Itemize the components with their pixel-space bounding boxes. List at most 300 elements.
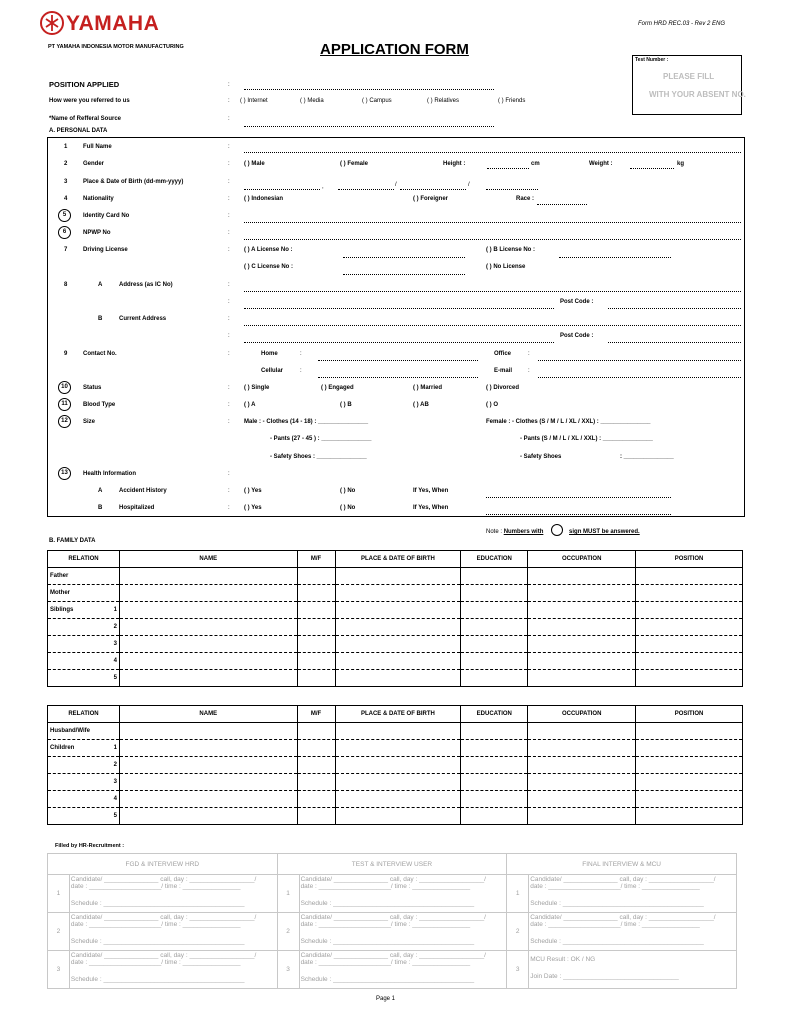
cellular-field[interactable] (318, 377, 478, 378)
hr-col-fgd: FGD & INTERVIEW HRD (48, 854, 278, 875)
hr-row-number: 1 (48, 875, 70, 913)
mf-cell[interactable] (297, 723, 335, 740)
colon: : (228, 488, 230, 494)
status-single-option[interactable]: ( ) Single (244, 385, 270, 391)
row-index: 1 (113, 745, 117, 751)
name-cell[interactable] (119, 740, 297, 757)
slash: / (468, 182, 470, 188)
education-cell[interactable] (461, 774, 528, 791)
position-cell[interactable] (636, 602, 743, 619)
position-cell[interactable] (636, 808, 743, 825)
slash: / (395, 182, 397, 188)
height-field[interactable] (487, 168, 529, 169)
position-cell[interactable] (636, 653, 743, 670)
colon: : (228, 299, 230, 305)
page-number: Page 1 (376, 996, 396, 1002)
date-line: date : ____________________/ time : ________________ (530, 883, 700, 890)
table-row (48, 585, 743, 602)
ref-friends[interactable]: ( ) Friends (498, 98, 526, 104)
occupation-cell[interactable] (528, 602, 636, 619)
nationality-indonesian-option[interactable]: ( ) Indonesian (244, 196, 283, 202)
hr-col-final: FINAL INTERVIEW & MCU (507, 854, 737, 875)
mf-cell[interactable] (297, 791, 335, 808)
col-position: POSITION (636, 706, 743, 723)
address-ic-field-1[interactable] (244, 291, 741, 292)
table-row (48, 757, 743, 774)
position-applied-label: POSITION APPLIED (49, 80, 120, 89)
hr-cell[interactable] (69, 951, 277, 989)
hospitalized-no-option[interactable]: ( ) No (340, 505, 356, 511)
hr-row-number: 3 (48, 951, 70, 989)
name-cell[interactable] (119, 774, 297, 791)
colon: : (228, 116, 230, 122)
female-clothes-size[interactable]: Female : - Clothes (S / M / L / XL / XXL) : _______________ (486, 419, 651, 425)
colon: : (300, 368, 302, 374)
position-cell[interactable] (636, 740, 743, 757)
weight-field[interactable] (630, 168, 674, 169)
ref-relatives[interactable]: ( ) Relatives (427, 98, 460, 104)
address-ic-field-2[interactable] (244, 308, 554, 309)
row-number: 7 (64, 247, 68, 253)
race-field[interactable] (537, 204, 587, 205)
hr-cell[interactable] (69, 913, 277, 951)
candidate-line: Candidate/ _______________ call, day : __________________/ (300, 914, 486, 921)
sub-a: A (98, 282, 103, 288)
blood-a-option[interactable]: ( ) A (244, 402, 256, 408)
candidate-line: Candidate/ _______________ call, day : __________________/ (300, 876, 486, 883)
candidate-line: Candidate/ _______________ call, day : __________________/ (70, 876, 257, 883)
identity-card-label: Identity Card No (83, 213, 130, 219)
name-cell[interactable] (119, 619, 297, 636)
sub-a: A (98, 488, 103, 494)
sub-b: B (98, 505, 103, 511)
hr-cell[interactable] (529, 951, 737, 989)
current-address-label: Current Address (119, 316, 167, 322)
birth-cell[interactable] (335, 585, 461, 602)
size-label: Size (83, 419, 96, 425)
relation-cell (48, 653, 120, 670)
date-line: date : ____________________/ time : ________________ (300, 959, 471, 966)
colon: : (228, 385, 230, 391)
occupation-cell[interactable] (528, 653, 636, 670)
hr-row-number: 3 (507, 951, 529, 989)
license-b-option[interactable]: ( ) B License No : (486, 247, 536, 253)
col-gender: M/F (297, 551, 335, 568)
hr-col-test: TEST & INTERVIEW USER (277, 854, 507, 875)
name-cell[interactable] (119, 808, 297, 825)
female-shoes-size[interactable]: : _______________ (620, 454, 674, 460)
height-label: Height : (443, 161, 466, 167)
health-label: Health Information (83, 471, 137, 477)
birth-cell[interactable] (335, 723, 461, 740)
section-b-title: B. FAMILY DATA (49, 538, 96, 544)
schedule-line: Schedule : _______________________________________ (300, 976, 475, 983)
table-row (48, 808, 743, 825)
required-mark: 6 (58, 226, 71, 239)
post-code-label: Post Code : (560, 333, 594, 339)
schedule-line: Schedule : _______________________________________ (70, 938, 245, 945)
mf-cell[interactable] (297, 740, 335, 757)
hr-cell[interactable] (529, 875, 737, 913)
relation-cell (48, 740, 120, 757)
name-cell[interactable] (119, 568, 297, 585)
nationality-foreigner-option[interactable]: ( ) Foreigner (413, 196, 449, 202)
full-name-label: Full Name (83, 144, 112, 150)
status-engaged-option[interactable]: ( ) Engaged (321, 385, 354, 391)
birth-cell[interactable] (335, 670, 461, 687)
hr-row-number: 2 (277, 913, 299, 951)
occupation-cell[interactable] (528, 757, 636, 774)
mf-cell[interactable] (297, 636, 335, 653)
required-mark: 11 (58, 398, 71, 411)
colon: : (228, 351, 230, 357)
birth-cell[interactable] (335, 568, 461, 585)
birth-cell[interactable] (335, 602, 461, 619)
mf-cell[interactable] (297, 653, 335, 670)
gender-female-option[interactable]: ( ) Female (340, 161, 369, 167)
logo-wordmark: YAMAHA (66, 12, 160, 35)
colon: : (300, 351, 302, 357)
schedule-line: Schedule : _______________________________________ (300, 938, 475, 945)
candidate-line: Candidate/ _______________ call, day : __________________/ (530, 876, 716, 883)
education-cell[interactable] (461, 619, 528, 636)
blood-type-label: Blood Type (83, 402, 116, 408)
mf-cell[interactable] (297, 774, 335, 791)
date-line: date : ____________________/ time : ________________ (70, 921, 241, 928)
email-field[interactable] (538, 377, 741, 378)
relation-cell (48, 791, 120, 808)
relation-text: Father (50, 573, 69, 579)
education-cell[interactable] (461, 585, 528, 602)
mf-cell[interactable] (297, 670, 335, 687)
colon: : (528, 351, 530, 357)
cellular-label: Cellular (261, 368, 284, 374)
home-label: Home (261, 351, 278, 357)
current-address-field-2[interactable] (244, 342, 554, 343)
birth-place-field[interactable] (244, 189, 320, 190)
section-a-title: A. PERSONAL DATA (49, 128, 108, 134)
required-mark: 12 (58, 415, 71, 428)
referral-source-field[interactable] (244, 126, 494, 127)
test-number-label: Test Number : (635, 57, 669, 63)
colon: : (228, 179, 230, 185)
status-married-option[interactable]: ( ) Married (413, 385, 443, 391)
home-phone-field[interactable] (318, 360, 478, 361)
weight-label: Weight : (589, 161, 613, 167)
row-index: 5 (113, 813, 117, 819)
row-number: 2 (64, 161, 68, 167)
candidate-line: Candidate/ _______________ call, day : __________________/ (70, 952, 257, 959)
hospitalized-when-field[interactable] (486, 514, 671, 515)
blood-b-option[interactable]: ( ) B (340, 402, 352, 408)
colon: : (228, 213, 230, 219)
full-name-field[interactable] (244, 152, 741, 153)
relation-text: Mother (50, 590, 70, 596)
col-birth: PLACE & DATE OF BIRTH (335, 551, 461, 568)
colon: : (228, 402, 230, 408)
current-address-field-1[interactable] (244, 325, 741, 326)
license-c-field[interactable] (343, 274, 465, 275)
blood-ab-option[interactable]: ( ) AB (413, 402, 429, 408)
row-index: 3 (113, 779, 117, 785)
hr-row-number: 1 (507, 875, 529, 913)
form-code: Form HRD REC.03 - Rev 2 ENG (638, 21, 726, 27)
education-cell[interactable] (461, 740, 528, 757)
row-index: 2 (113, 762, 117, 768)
birth-cell[interactable] (335, 619, 461, 636)
education-cell[interactable] (461, 723, 528, 740)
name-cell[interactable] (119, 670, 297, 687)
hr-row (48, 951, 737, 989)
race-label: Race : (516, 196, 535, 202)
education-cell[interactable] (461, 636, 528, 653)
occupation-cell[interactable] (528, 740, 636, 757)
mf-cell[interactable] (297, 585, 335, 602)
accident-no-option[interactable]: ( ) No (340, 488, 356, 494)
occupation-cell[interactable] (528, 636, 636, 653)
gender-male-option[interactable]: ( ) Male (244, 161, 265, 167)
contact-label: Contact No. (83, 351, 117, 357)
tuning-fork-logo-icon (40, 11, 64, 35)
birth-year-field[interactable] (486, 189, 538, 190)
name-cell[interactable] (119, 602, 297, 619)
birth-cell[interactable] (335, 791, 461, 808)
colon: : (228, 282, 230, 288)
male-clothes-size[interactable]: Male : - Clothes (14 - 18) : _______________ (244, 419, 369, 425)
col-name: NAME (119, 706, 297, 723)
occupation-cell[interactable] (528, 619, 636, 636)
position-cell[interactable] (636, 670, 743, 687)
license-a-field[interactable] (343, 257, 465, 258)
post-code-field[interactable] (608, 342, 741, 343)
office-label: Office (494, 351, 512, 357)
required-mark: 13 (58, 467, 71, 480)
occupation-cell[interactable] (528, 670, 636, 687)
education-cell[interactable] (461, 568, 528, 585)
col-occupation: OCCUPATION (528, 551, 636, 568)
name-cell[interactable] (119, 636, 297, 653)
ref-campus[interactable]: ( ) Campus (362, 98, 392, 104)
no-license-option[interactable]: ( ) No License (486, 264, 526, 270)
row-index: 4 (113, 658, 117, 664)
relation-cell (48, 602, 120, 619)
position-applied-field[interactable] (244, 89, 494, 90)
education-cell[interactable] (461, 653, 528, 670)
male-pants-size[interactable]: - Pants (27 - 45 ) : _______________ (270, 436, 372, 442)
name-cell[interactable] (119, 757, 297, 774)
birth-cell[interactable] (335, 808, 461, 825)
hr-cell[interactable] (299, 913, 507, 951)
mf-cell[interactable] (297, 808, 335, 825)
name-cell[interactable] (119, 791, 297, 808)
occupation-cell[interactable] (528, 774, 636, 791)
occupation-cell[interactable] (528, 585, 636, 602)
post-code-field[interactable] (608, 308, 741, 309)
schedule-line: Schedule : _______________________________________ (70, 900, 245, 907)
family-rows-2 (48, 723, 743, 825)
birth-cell[interactable] (335, 653, 461, 670)
relation-cell (48, 723, 120, 740)
hr-row-number: 2 (48, 913, 70, 951)
colon: : (228, 247, 230, 253)
colon: : (228, 82, 230, 88)
date-line: date : ____________________/ time : ________________ (530, 921, 700, 928)
hr-cell[interactable] (299, 951, 507, 989)
email-label: E-mail (494, 368, 513, 374)
occupation-cell[interactable] (528, 723, 636, 740)
identity-card-field[interactable] (244, 222, 741, 223)
status-divorced-option[interactable]: ( ) Divorced (486, 385, 520, 391)
education-cell[interactable] (461, 602, 528, 619)
driving-license-label: Driving License (83, 247, 128, 253)
relation-cell (48, 585, 120, 602)
birth-cell[interactable] (335, 636, 461, 653)
col-occupation: OCCUPATION (528, 706, 636, 723)
birth-label: Place & Date of Birth (dd-mm-yyyy) (83, 179, 184, 185)
date-line: date : ____________________/ time : ________________ (70, 959, 241, 966)
npwp-field[interactable] (244, 239, 741, 240)
required-mark: 10 (58, 381, 71, 394)
stamp-text-1: PLEASE FILL (663, 72, 715, 81)
colon: : (228, 419, 230, 425)
table-row (48, 774, 743, 791)
row-number: 8 (64, 282, 68, 288)
hr-row (48, 913, 737, 951)
name-cell[interactable] (119, 585, 297, 602)
position-cell[interactable] (636, 636, 743, 653)
education-cell[interactable] (461, 808, 528, 825)
colon: : (528, 368, 530, 374)
family-table-parents (47, 550, 743, 687)
hospitalized-when-label: If Yes, When (413, 505, 449, 511)
accident-yes-option[interactable]: ( ) Yes (244, 488, 262, 494)
table-row (48, 740, 743, 757)
table-row (48, 723, 743, 740)
license-c-option[interactable]: ( ) C License No : (244, 264, 294, 270)
occupation-cell[interactable] (528, 791, 636, 808)
col-birth: PLACE & DATE OF BIRTH (335, 706, 461, 723)
position-cell[interactable] (636, 723, 743, 740)
note-suffix: sign MUST be answered. (569, 529, 640, 535)
post-code-label: Post Code : (560, 299, 594, 305)
yamaha-logo (40, 11, 190, 39)
colon: : (228, 505, 230, 511)
table-row (48, 602, 743, 619)
position-cell[interactable] (636, 774, 743, 791)
hr-filled-by: Filled by HR-Recruitment : (55, 843, 125, 849)
position-cell[interactable] (636, 568, 743, 585)
row-number: 3 (64, 179, 68, 185)
relation-cell (48, 568, 120, 585)
ref-internet[interactable]: ( ) Internet (240, 98, 268, 104)
birth-cell[interactable] (335, 740, 461, 757)
row-index: 5 (113, 675, 117, 681)
relation-cell (48, 774, 120, 791)
page-title: APPLICATION FORM (320, 41, 469, 58)
mf-cell[interactable] (297, 619, 335, 636)
occupation-cell[interactable] (528, 568, 636, 585)
hr-cell[interactable] (69, 875, 277, 913)
colon: : (228, 144, 230, 150)
date-line: date : ____________________/ time : ________________ (70, 883, 241, 890)
relation-text: Husband/Wife (50, 728, 90, 734)
birth-cell[interactable] (335, 757, 461, 774)
blood-o-option[interactable]: ( ) O (486, 402, 498, 408)
note-circle-icon (551, 524, 563, 536)
hospitalized-yes-option[interactable]: ( ) Yes (244, 505, 262, 511)
position-cell[interactable] (636, 791, 743, 808)
license-b-field[interactable] (559, 257, 671, 258)
ref-media[interactable]: ( ) Media (300, 98, 324, 104)
license-a-option[interactable]: ( ) A License No : (244, 247, 293, 253)
name-cell[interactable] (119, 653, 297, 670)
hr-row-number: 1 (277, 875, 299, 913)
col-gender: M/F (297, 706, 335, 723)
hr-cell[interactable] (529, 913, 737, 951)
position-cell[interactable] (636, 757, 743, 774)
relation-cell (48, 808, 120, 825)
male-shoes-size[interactable]: - Safety Shoes : _______________ (270, 454, 367, 460)
mf-cell[interactable] (297, 602, 335, 619)
relation-text: Siblings (50, 607, 74, 613)
birth-month-field[interactable] (400, 189, 466, 190)
col-relation: RELATION (48, 551, 120, 568)
office-phone-field[interactable] (538, 360, 741, 361)
position-cell[interactable] (636, 585, 743, 602)
cm-unit: cm (531, 161, 540, 167)
relation-cell (48, 757, 120, 774)
row-number: 4 (64, 196, 68, 202)
female-shoes-label: - Safety Shoes (520, 454, 562, 460)
table-row (48, 653, 743, 670)
mf-cell[interactable] (297, 568, 335, 585)
personal-data-box (47, 137, 745, 517)
note-bold: Numbers with (503, 529, 544, 535)
education-cell[interactable] (461, 670, 528, 687)
relation-cell (48, 670, 120, 687)
mcu-result-line: MCU Result : OK / NG (530, 956, 596, 963)
birth-cell[interactable] (335, 774, 461, 791)
note-prefix: Note : (486, 529, 504, 535)
family-rows-1 (48, 568, 743, 687)
date-line: date : ____________________/ time : ________________ (300, 883, 471, 890)
hr-row-number: 3 (277, 951, 299, 989)
row-index: 1 (113, 607, 117, 613)
required-note (486, 524, 640, 536)
education-cell[interactable] (461, 757, 528, 774)
table-row (48, 568, 743, 585)
row-index: 4 (113, 796, 117, 802)
hr-recruitment-table (47, 853, 737, 989)
npwp-label: NPWP No (83, 230, 111, 236)
birth-day-field[interactable] (338, 189, 394, 190)
schedule-line: Schedule : _______________________________________ (300, 900, 475, 907)
occupation-cell[interactable] (528, 808, 636, 825)
col-position: POSITION (636, 551, 743, 568)
name-cell[interactable] (119, 723, 297, 740)
row-number: 1 (64, 144, 68, 150)
comma: , (322, 184, 324, 190)
mf-cell[interactable] (297, 757, 335, 774)
female-pants-size[interactable]: - Pants (S / M / L / XL / XXL) : _______________ (520, 436, 653, 442)
stamp-text-2: WITH YOUR ABSENT NO. (649, 90, 746, 99)
col-relation: RELATION (48, 706, 120, 723)
hr-cell[interactable] (299, 875, 507, 913)
company-name: PT YAMAHA INDONESIA MOTOR MANUFACTURING (48, 44, 184, 50)
position-cell[interactable] (636, 619, 743, 636)
accident-when-field[interactable] (486, 497, 671, 498)
education-cell[interactable] (461, 791, 528, 808)
